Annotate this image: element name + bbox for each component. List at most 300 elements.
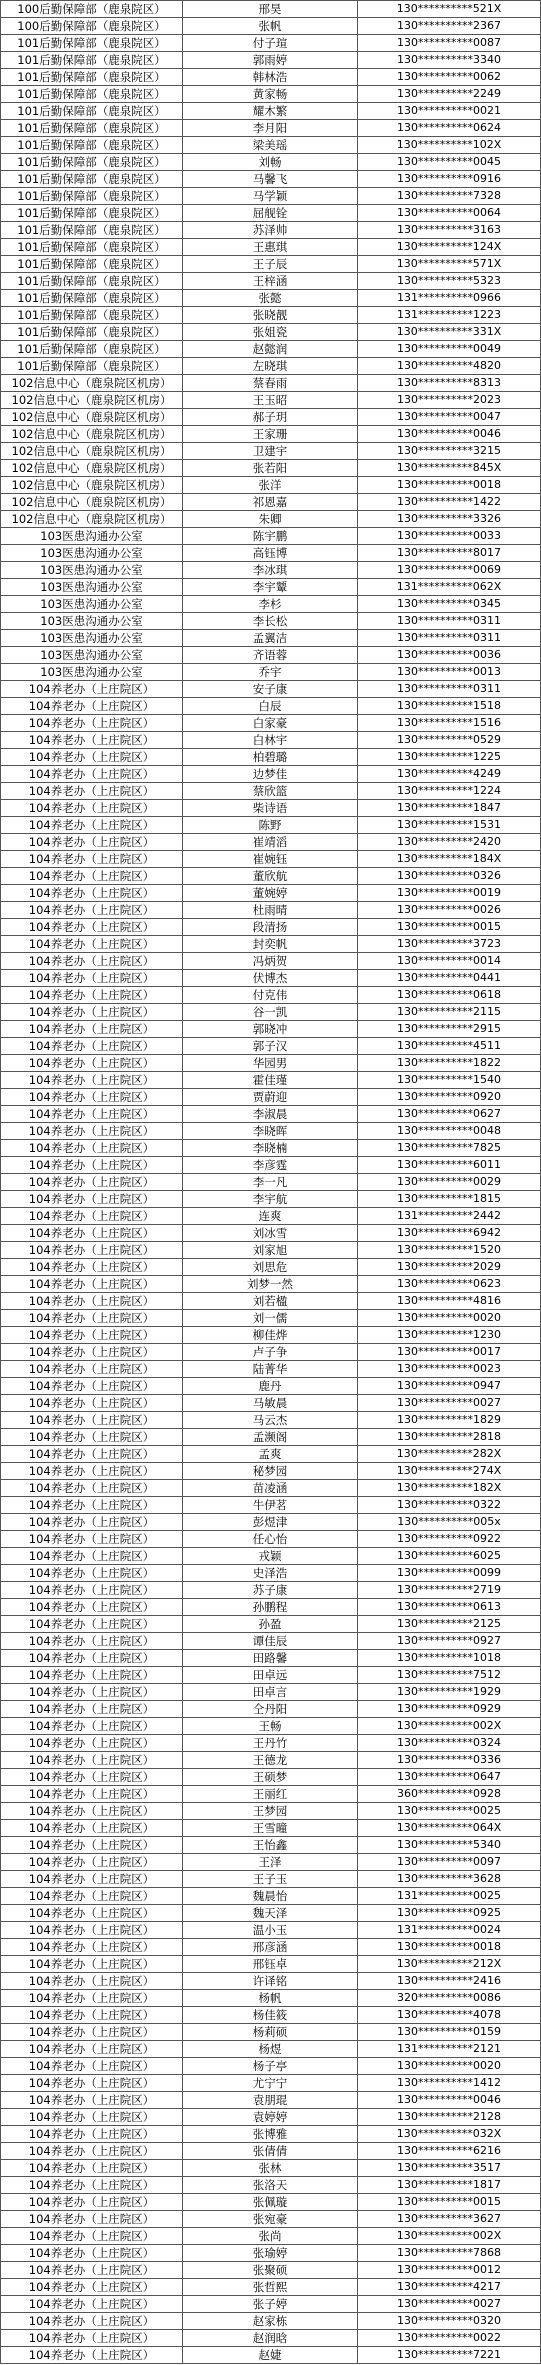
table-row [1, 596, 540, 613]
department-cell: 102信息中心（鹿泉院区机房） [1, 511, 183, 527]
table-row [1, 2313, 540, 2330]
department-cell: 104养老办（上庄院区） [1, 1446, 183, 1462]
table-row [1, 987, 540, 1004]
name-cell: 王畅 [183, 1718, 358, 1734]
phone-cell: 130**********5340 [397, 1838, 501, 1851]
table-row [1, 2007, 540, 2024]
name-cell: 张尚 [183, 2228, 358, 2244]
name-cell: 苏子康 [183, 1582, 358, 1598]
department-cell: 102信息中心（鹿泉院区机房） [1, 409, 183, 425]
name-cell: 赵润晗 [183, 2330, 358, 2346]
name-cell: 王家珊 [183, 426, 358, 442]
table-row [1, 1021, 540, 1038]
name-cell: 杨帆 [183, 1990, 358, 2006]
department-cell: 104养老办（上庄院区） [1, 1055, 183, 1071]
table-row [1, 1191, 540, 1208]
phone-cell: 130**********8313 [397, 376, 501, 389]
phone-cell: 130**********282X [396, 1447, 502, 1460]
name-cell: 孙盈 [183, 1616, 358, 1632]
department-cell: 102信息中心（鹿泉院区机房） [1, 443, 183, 459]
table-row [1, 1854, 540, 1871]
name-cell: 牛伊茗 [183, 1497, 358, 1513]
name-cell: 郭晓冲 [183, 1021, 358, 1037]
name-cell: 伏博杰 [183, 970, 358, 986]
department-cell: 104养老办（上庄院区） [1, 1973, 183, 1989]
name-cell: 冯炳贺 [183, 953, 358, 969]
department-cell: 104养老办（上庄院区） [1, 2313, 183, 2329]
table-row [1, 2194, 540, 2211]
department-cell: 103医患沟通办公室 [1, 562, 183, 578]
table-row [1, 1973, 540, 1990]
phone-cell: 130**********2249 [397, 87, 501, 100]
department-cell: 104养老办（上庄院区） [1, 1004, 183, 1020]
table-row [1, 1123, 540, 1140]
name-cell: 史泽浩 [183, 1565, 358, 1581]
table-row [1, 1956, 540, 1973]
table-row [1, 1650, 540, 1667]
name-cell: 谭佳辰 [183, 1633, 358, 1649]
phone-cell: 130**********0018 [397, 478, 501, 491]
phone-cell: 130**********0947 [397, 1379, 501, 1392]
department-cell: 104养老办（上庄院区） [1, 1310, 183, 1326]
table-row [1, 256, 540, 273]
table-row [1, 18, 540, 35]
phone-cell: 130**********005x [397, 1515, 501, 1528]
department-cell: 104养老办（上庄院区） [1, 1582, 183, 1598]
table-row [1, 1412, 540, 1429]
table-row [1, 103, 540, 120]
name-cell: 王雪曈 [183, 1820, 358, 1836]
phone-cell: 130**********0929 [397, 1702, 501, 1715]
table-row [1, 494, 540, 511]
phone-cell: 131**********0025 [397, 1889, 501, 1902]
name-cell: 连爽 [183, 1208, 358, 1224]
table-row [1, 52, 540, 69]
name-cell: 张哲熙 [183, 2279, 358, 2295]
phone-cell: 130**********6942 [397, 1226, 501, 1239]
phone-cell: 130**********0922 [397, 1532, 501, 1545]
name-cell: 李冰琪 [183, 562, 358, 578]
name-cell: 孟濒阁 [183, 1429, 358, 1445]
name-cell: 边梦佳 [183, 766, 358, 782]
phone-cell: 130**********2420 [397, 835, 501, 848]
table-row [1, 2143, 540, 2160]
table-row [1, 2262, 540, 2279]
name-cell: 孟翼洁 [183, 630, 358, 646]
department-cell: 104养老办（上庄院区） [1, 1701, 183, 1717]
phone-cell: 130**********0023 [397, 1362, 501, 1375]
department-cell: 100后勤保障部（鹿泉院区） [1, 18, 183, 34]
department-cell: 104养老办（上庄院区） [1, 1208, 183, 1224]
name-cell: 杨佳筱 [183, 2007, 358, 2023]
department-cell: 104养老办（上庄院区） [1, 1752, 183, 1768]
department-cell: 104养老办（上庄院区） [1, 1888, 183, 1904]
department-cell: 104养老办（上庄院区） [1, 1820, 183, 1836]
table-row [1, 1905, 540, 1922]
department-cell: 104养老办（上庄院区） [1, 1718, 183, 1734]
name-cell: 王怡鑫 [183, 1837, 358, 1853]
table-row [1, 1786, 540, 1803]
table-row [1, 885, 540, 902]
table-row [1, 2041, 540, 2058]
department-cell: 101后勤保障部（鹿泉院区） [1, 188, 183, 204]
table-row [1, 1310, 540, 1327]
phone-cell: 130**********2915 [397, 1022, 501, 1035]
phone-cell: 130**********3517 [397, 2161, 501, 2174]
name-cell: 马馨飞 [183, 171, 358, 187]
department-cell: 101后勤保障部（鹿泉院区） [1, 205, 183, 221]
phone-cell: 130**********0013 [397, 665, 501, 678]
department-cell: 104养老办（上庄院区） [1, 2041, 183, 2057]
phone-cell: 130**********0311 [397, 614, 501, 627]
phone-cell: 130**********0027 [397, 2297, 501, 2310]
table-row [1, 1225, 540, 1242]
table-row [1, 1599, 540, 1616]
phone-cell: 130**********7825 [397, 1141, 501, 1154]
table-row [1, 1480, 540, 1497]
phone-cell: 130**********3723 [397, 937, 501, 950]
phone-cell: 130**********7328 [397, 189, 501, 202]
table-row [1, 137, 540, 154]
table-row [1, 834, 540, 851]
phone-cell: 130**********002X [396, 2229, 502, 2242]
table-row [1, 1446, 540, 1463]
phone-cell: 130**********6025 [397, 1549, 501, 1562]
table-row [1, 1837, 540, 1854]
name-cell: 梁美瑶 [183, 137, 358, 153]
table-row [1, 698, 540, 715]
phone-cell: 130**********0324 [397, 1736, 501, 1749]
name-cell: 张博雅 [183, 2126, 358, 2142]
department-cell: 104养老办（上庄院区） [1, 1633, 183, 1649]
name-cell: 袁婷婷 [183, 2109, 358, 2125]
phone-cell: 130**********0046 [397, 2093, 501, 2106]
table-row [1, 1633, 540, 1650]
phone-cell: 130**********0925 [397, 1906, 501, 1919]
department-cell: 104养老办（上庄院区） [1, 1140, 183, 1156]
department-cell: 104养老办（上庄院区） [1, 1242, 183, 1258]
phone-cell: 130**********4217 [397, 2280, 501, 2293]
phone-cell: 130**********2416 [397, 1974, 501, 1987]
department-cell: 104养老办（上庄院区） [1, 2330, 183, 2346]
name-cell: 李月阳 [183, 120, 358, 136]
table-row [1, 1752, 540, 1769]
name-cell: 卫建宇 [183, 443, 358, 459]
table-row [1, 681, 540, 698]
department-cell: 104养老办（上庄院区） [1, 919, 183, 935]
department-cell: 104养老办（上庄院区） [1, 800, 183, 816]
phone-cell: 130**********845X [396, 461, 502, 474]
department-cell: 103医患沟通办公室 [1, 579, 183, 595]
phone-cell: 130**********2125 [397, 1617, 501, 1630]
table-row [1, 1344, 540, 1361]
phone-cell: 130**********4816 [397, 1294, 501, 1307]
name-cell: 鹿丹 [183, 1378, 358, 1394]
name-cell: 赵婕 [183, 2347, 358, 2363]
department-cell: 104养老办（上庄院区） [1, 970, 183, 986]
phone-cell: 130**********1815 [397, 1192, 501, 1205]
table-row [1, 324, 540, 341]
department-cell: 103医患沟通办公室 [1, 545, 183, 561]
table-row [1, 1803, 540, 1820]
name-cell: 田卓远 [183, 1667, 358, 1683]
phone-cell: 130**********1929 [397, 1685, 501, 1698]
table-row [1, 1, 540, 18]
table-row [1, 1616, 540, 1633]
table-row [1, 562, 540, 579]
name-cell: 李杉 [183, 596, 358, 612]
phone-cell: 360**********0928 [397, 1787, 501, 1800]
name-cell: 刘畅 [183, 154, 358, 170]
table-row [1, 154, 540, 171]
name-cell: 王梦园 [183, 1803, 358, 1819]
name-cell: 孟爽 [183, 1446, 358, 1462]
name-cell: 李彦霆 [183, 1157, 358, 1173]
phone-cell: 130**********0159 [397, 2025, 501, 2038]
department-cell: 102信息中心（鹿泉院区机房） [1, 477, 183, 493]
name-cell: 张若阳 [183, 460, 358, 476]
name-cell: 张聚硕 [183, 2262, 358, 2278]
table-row [1, 2160, 540, 2177]
department-cell: 102信息中心（鹿泉院区机房） [1, 494, 183, 510]
phone-cell: 130**********521X [396, 2, 502, 15]
name-cell: 董婉婷 [183, 885, 358, 901]
table-row [1, 613, 540, 630]
table-row [1, 392, 540, 409]
table-row [1, 477, 540, 494]
phone-cell: 130**********1225 [397, 750, 501, 763]
table-row [1, 1140, 540, 1157]
name-cell: 张懿 [183, 290, 358, 306]
table-row [1, 222, 540, 239]
phone-cell: 130**********0025 [397, 1804, 501, 1817]
phone-cell: 130**********3628 [397, 1872, 501, 1885]
phone-cell: 130**********1540 [397, 1073, 501, 1086]
department-cell: 104养老办（上庄院区） [1, 1259, 183, 1275]
name-cell: 陈宇鹏 [183, 528, 358, 544]
name-cell: 杨煜 [183, 2041, 358, 2057]
phone-cell: 130**********1817 [397, 2178, 501, 2191]
department-cell: 104养老办（上庄院区） [1, 2228, 183, 2244]
table-row [1, 800, 540, 817]
name-cell: 王泽 [183, 1854, 358, 1870]
name-cell: 韩林浩 [183, 69, 358, 85]
department-cell: 104养老办（上庄院区） [1, 1412, 183, 1428]
phone-cell: 131**********0024 [397, 1923, 501, 1936]
table-row [1, 2075, 540, 2092]
department-cell: 104养老办（上庄院区） [1, 732, 183, 748]
phone-cell: 130**********0627 [397, 1107, 501, 1120]
name-cell: 乔宇 [183, 664, 358, 680]
name-cell: 杨莉硕 [183, 2024, 358, 2040]
phone-cell: 130**********1520 [397, 1243, 501, 1256]
department-cell: 104养老办（上庄院区） [1, 1599, 183, 1615]
department-cell: 104养老办（上庄院区） [1, 1378, 183, 1394]
department-cell: 101后勤保障部（鹿泉院区） [1, 137, 183, 153]
name-cell: 邢彦涵 [183, 1939, 358, 1955]
phone-cell: 130**********0036 [397, 648, 501, 661]
name-cell: 杜雨晴 [183, 902, 358, 918]
table-row [1, 1259, 540, 1276]
phone-cell: 130**********2115 [397, 1005, 501, 1018]
table-row [1, 409, 540, 426]
name-cell: 王硕梦 [183, 1769, 358, 1785]
name-cell: 左晓琪 [183, 358, 358, 374]
name-cell: 田卓言 [183, 1684, 358, 1700]
name-cell: 蔡欣篮 [183, 783, 358, 799]
department-cell: 104养老办（上庄院区） [1, 681, 183, 697]
phone-cell: 130**********0026 [397, 903, 501, 916]
department-cell: 104养老办（上庄院区） [1, 1106, 183, 1122]
phone-cell: 130**********1422 [397, 495, 501, 508]
department-cell: 104养老办（上庄院区） [1, 1565, 183, 1581]
table-row [1, 375, 540, 392]
phone-cell: 130**********4820 [397, 359, 501, 372]
phone-cell: 130**********1516 [397, 716, 501, 729]
phone-cell: 130**********3215 [397, 444, 501, 457]
department-cell: 104养老办（上庄院区） [1, 1905, 183, 1921]
phone-cell: 130**********0045 [397, 155, 501, 168]
phone-cell: 130**********7221 [397, 2348, 501, 2361]
phone-cell: 130**********0047 [397, 410, 501, 423]
phone-cell: 130**********0320 [397, 2314, 501, 2327]
name-cell: 李宇颦 [183, 579, 358, 595]
table-row [1, 1106, 540, 1123]
name-cell: 李晓楠 [183, 1140, 358, 1156]
name-cell: 尤宁宁 [183, 2075, 358, 2091]
name-cell: 仝丹阳 [183, 1701, 358, 1717]
name-cell: 魏晨怡 [183, 1888, 358, 1904]
table-row [1, 970, 540, 987]
phone-cell: 130**********0441 [397, 971, 501, 984]
name-cell: 贾蔚迎 [183, 1089, 358, 1105]
name-cell: 柏碧璐 [183, 749, 358, 765]
table-row [1, 1888, 540, 1905]
department-cell: 104养老办（上庄院区） [1, 2262, 183, 2278]
table-row [1, 2092, 540, 2109]
phone-cell: 130**********0927 [397, 1634, 501, 1647]
table-row [1, 443, 540, 460]
phone-cell: 130**********032X [396, 2127, 502, 2140]
table-row [1, 1769, 540, 1786]
department-cell: 101后勤保障部（鹿泉院区） [1, 171, 183, 187]
phone-cell: 130**********184X [396, 852, 502, 865]
table-row [1, 120, 540, 137]
name-cell: 黄家畅 [183, 86, 358, 102]
name-cell: 高钰博 [183, 545, 358, 561]
phone-cell: 130**********064X [396, 1821, 502, 1834]
department-cell: 104养老办（上庄院区） [1, 1497, 183, 1513]
phone-cell: 130**********7868 [397, 2246, 501, 2259]
department-cell: 104养老办（上庄院区） [1, 1191, 183, 1207]
phone-cell: 130**********3340 [397, 53, 501, 66]
department-cell: 104养老办（上庄院区） [1, 2058, 183, 2074]
name-cell: 王梓涵 [183, 273, 358, 289]
phone-cell: 130**********0624 [397, 121, 501, 134]
department-cell: 104养老办（上庄院区） [1, 715, 183, 731]
phone-cell: 130**********0064 [397, 206, 501, 219]
table-row [1, 2347, 540, 2364]
department-cell: 104养老办（上庄院区） [1, 2075, 183, 2091]
department-cell: 101后勤保障部（鹿泉院区） [1, 120, 183, 136]
table-row [1, 1072, 540, 1089]
table-row [1, 953, 540, 970]
name-cell: 张洋 [183, 477, 358, 493]
name-cell: 张林 [183, 2160, 358, 2176]
department-cell: 104养老办（上庄院区） [1, 766, 183, 782]
name-cell: 崔靖滔 [183, 834, 358, 850]
phone-cell: 130**********0029 [397, 1175, 501, 1188]
name-cell: 温小玉 [183, 1922, 358, 1938]
department-cell: 104养老办（上庄院区） [1, 2296, 183, 2312]
table-row [1, 545, 540, 562]
table-row [1, 341, 540, 358]
phone-cell: 131**********0966 [397, 291, 501, 304]
phone-cell: 320**********0086 [397, 1991, 501, 2004]
department-cell: 104养老办（上庄院区） [1, 2211, 183, 2227]
department-cell: 104养老办（上庄院区） [1, 1480, 183, 1496]
department-cell: 104养老办（上庄院区） [1, 902, 183, 918]
phone-cell: 130**********6216 [397, 2144, 501, 2157]
table-row [1, 715, 540, 732]
phone-cell: 130**********0336 [397, 1753, 501, 1766]
department-cell: 104养老办（上庄院区） [1, 1072, 183, 1088]
table-row [1, 1429, 540, 1446]
name-cell: 杨子亭 [183, 2058, 358, 2074]
name-cell: 李宇航 [183, 1191, 358, 1207]
table-row [1, 1242, 540, 1259]
department-cell: 101后勤保障部（鹿泉院区） [1, 324, 183, 340]
table-row [1, 1293, 540, 1310]
phone-cell: 130**********0916 [397, 172, 501, 185]
table-row [1, 579, 540, 596]
department-cell: 104养老办（上庄院区） [1, 1735, 183, 1751]
phone-cell: 130**********4511 [397, 1039, 501, 1052]
name-cell: 苏泽帅 [183, 222, 358, 238]
name-cell: 刘家旭 [183, 1242, 358, 1258]
name-cell: 张洛天 [183, 2177, 358, 2193]
phone-cell: 130**********0345 [397, 597, 501, 610]
department-cell: 104养老办（上庄院区） [1, 1293, 183, 1309]
name-cell: 屈舰铨 [183, 205, 358, 221]
department-cell: 103医患沟通办公室 [1, 613, 183, 629]
phone-cell: 131**********062X [396, 580, 502, 593]
name-cell: 马敏晨 [183, 1395, 358, 1411]
name-cell: 刘梦一然 [183, 1276, 358, 1292]
phone-cell: 130**********274X [396, 1464, 502, 1477]
phone-cell: 130**********1518 [397, 699, 501, 712]
name-cell: 李淑晨 [183, 1106, 358, 1122]
phone-cell: 130**********0062 [397, 70, 501, 83]
name-cell: 耀木繁 [183, 103, 358, 119]
name-cell: 刘一儒 [183, 1310, 358, 1326]
name-cell: 张晓靓 [183, 307, 358, 323]
table-row [1, 1990, 540, 2007]
phone-cell: 130**********0014 [397, 954, 501, 967]
name-cell: 齐语蓉 [183, 647, 358, 663]
department-cell: 104养老办（上庄院区） [1, 1650, 183, 1666]
table-row [1, 1565, 540, 1582]
phone-cell: 130**********0020 [397, 2059, 501, 2072]
phone-cell: 130**********2128 [397, 2110, 501, 2123]
department-cell: 104养老办（上庄院区） [1, 749, 183, 765]
phone-cell: 130**********571X [396, 257, 502, 270]
department-cell: 104养老办（上庄院区） [1, 1276, 183, 1292]
department-cell: 104养老办（上庄院区） [1, 1939, 183, 1955]
name-cell: 张瑜婷 [183, 2245, 358, 2261]
table-row [1, 2279, 540, 2296]
department-cell: 101后勤保障部（鹿泉院区） [1, 103, 183, 119]
